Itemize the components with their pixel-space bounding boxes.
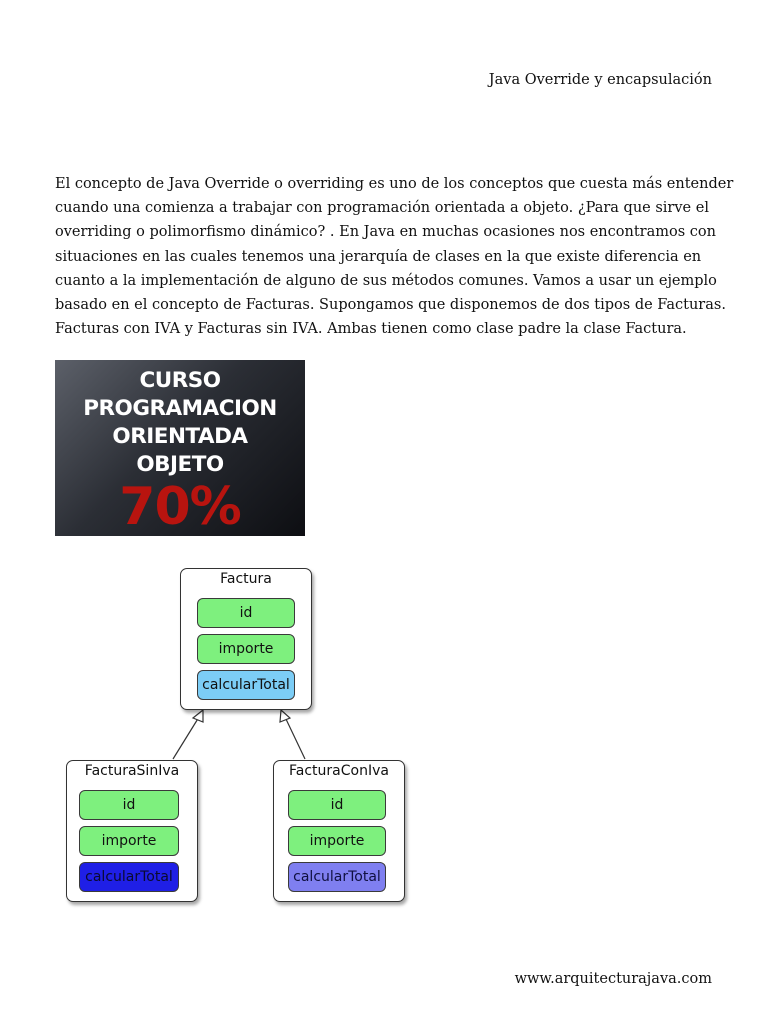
attr-importe: importe bbox=[288, 826, 386, 856]
class-diagram bbox=[0, 560, 768, 920]
banner-discount: 70% bbox=[119, 477, 241, 537]
attr-id: id bbox=[197, 598, 295, 628]
paragraph-line: overriding o polimorfismo dinámico? . En Java en muchas ocasiones nos encontramos con bbox=[55, 224, 716, 241]
inheritance-arrowhead-left bbox=[193, 710, 203, 722]
paragraph-line: cuanto a la implementación de alguno de sus métodos comunes. Vamos a usar un ejemplo bbox=[55, 272, 717, 289]
paragraph-line: Facturas con IVA y Facturas sin IVA. Ambas tienen como clase padre la clase Factura. bbox=[55, 321, 687, 338]
banner-line-programacion: PROGRAMACION bbox=[83, 396, 277, 421]
class-name-factura-con-iva: FacturaConIva bbox=[289, 763, 389, 779]
attr-id: id bbox=[288, 790, 386, 820]
attr-importe: importe bbox=[197, 634, 295, 664]
class-box-factura-con-iva bbox=[273, 760, 405, 902]
attr-id: id bbox=[79, 790, 179, 820]
method-calcular-total: calcularTotal bbox=[288, 862, 386, 892]
inheritance-line-right bbox=[285, 717, 305, 759]
inheritance-line-left bbox=[173, 717, 199, 759]
method-calcular-total: calcularTotal bbox=[79, 862, 179, 892]
course-ad-banner[interactable] bbox=[55, 360, 305, 536]
paragraph-line: basado en el concepto de Facturas. Supongamos que disponemos de dos tipos de Facturas. bbox=[55, 297, 726, 314]
banner-line-orientada: ORIENTADA bbox=[112, 424, 248, 449]
method-calcular-total: calcularTotal bbox=[197, 670, 295, 700]
class-box-factura bbox=[180, 568, 312, 710]
paragraph-line: El concepto de Java Override o overriding es uno de los conceptos que cuesta más entender bbox=[55, 176, 734, 192]
inheritance-arrowhead-right bbox=[280, 710, 290, 722]
class-name-factura-sin-iva: FacturaSinIva bbox=[84, 763, 180, 779]
intro-paragraph bbox=[55, 172, 734, 341]
paragraph-line: cuando una comienza a trabajar con programación orientada a objeto. ¿Para que sirve el bbox=[55, 200, 709, 217]
banner-line-objeto: OBJETO bbox=[136, 452, 224, 477]
paragraph-line: situaciones en las cuales tenemos una jerarquía de clases en la que existe diferencia en bbox=[55, 248, 702, 265]
document-header-title: Java Override y encapsulación bbox=[488, 72, 712, 88]
banner-line-curso: CURSO bbox=[139, 368, 221, 393]
class-box-factura-sin-iva bbox=[66, 760, 198, 902]
attr-importe: importe bbox=[79, 826, 179, 856]
class-name-factura: Factura bbox=[220, 571, 272, 587]
footer-url-link[interactable]: www.arquitecturajava.com bbox=[514, 971, 712, 987]
